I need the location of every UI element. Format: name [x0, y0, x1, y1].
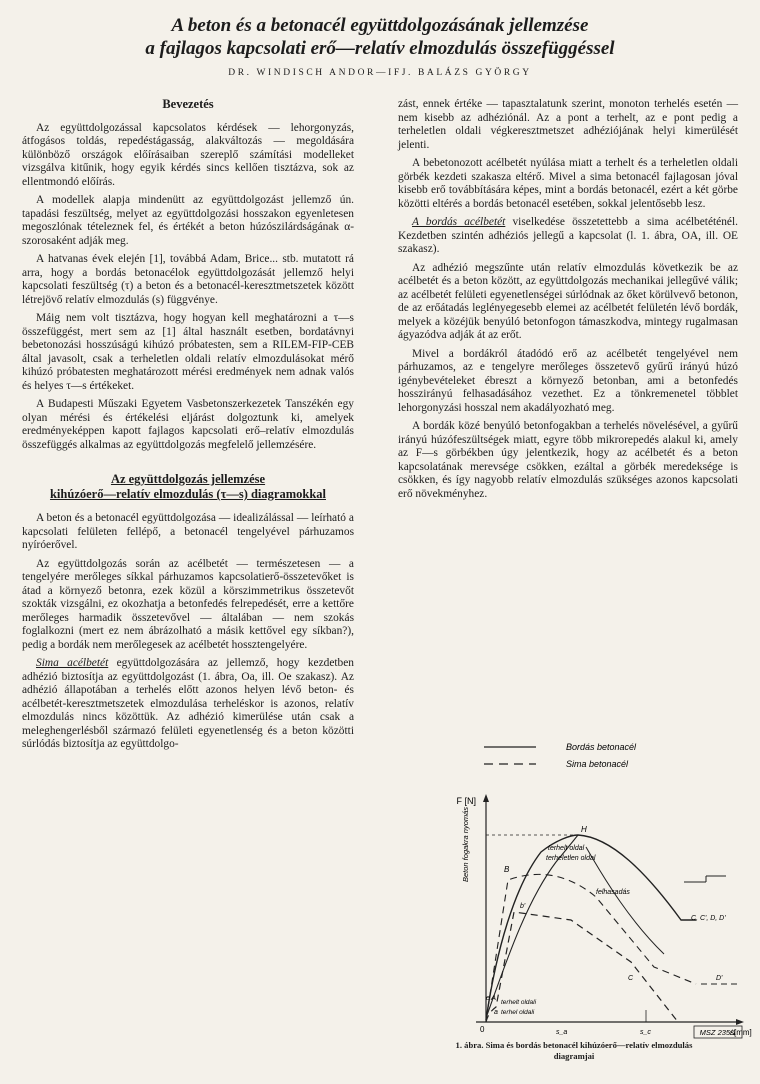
point-c-label: C [628, 975, 634, 982]
left-column [22, 96, 354, 757]
emphasis-ribbed-bar: A bordás acélbetét [412, 216, 506, 228]
y-axis-label: F [N] [456, 796, 476, 806]
caption-line-2: diagramjai [553, 1051, 595, 1061]
point-e-label: e [486, 995, 490, 1002]
paragraph [22, 657, 354, 752]
sc-label: s_c [640, 1029, 651, 1036]
paragraph [398, 216, 738, 257]
y-axis-arrow-icon [483, 794, 489, 802]
authors-line: DR. WINDISCH ANDOR—IFJ. BALÁZS GYÖRGY [228, 68, 532, 78]
ribbed-unloaded-curve [486, 835, 578, 1018]
paragraph: A bebetonozott acélbetét nyúlása miatt a terhelt és a terheletlen oldali görbék kezdeti szakasza eltérő. Mivel a sima betonacél fajlagosan jóval kisebb erő továbbítására képes, mint a bordás betonacél, ezért a két görbe közötti eltérés a bordás betonacél esetében, sokkal jelentősebb lesz. [398, 157, 738, 210]
title-line-2: a fajlagos kapcsolati erő—relatív elmozdulás összefüggéssel [145, 38, 615, 59]
x-axis-arrow-icon [736, 1019, 744, 1025]
sa-label: s_a [556, 1029, 568, 1036]
paragraph: Mivel a bordákról átadódó erő az acélbetét tengelyével nem párhuzamos, az e tengelyre merőleges összetevő gyűrű irányú húzó igénybevételeket ébreszt a környező betonban, ami a betonfedés hosszirányú felhasadásához vezethet. Ez a tönkremenetel többlet lehorgonyzási hosszal nem akadályozható meg. [398, 347, 738, 414]
paragraph: Az együttdolgozással kapcsolatos kérdések — lehorgonyzás, átfogásos toldás, repedéstágasság, alakváltozás — megoldására különböző országok előírásaiban szereplő számítási modelleket vizsgálva kitűnik, hogy egyik kérdés sincs kellően tisztázva, sok az ellentmondó előírás. [22, 121, 354, 188]
emphasis-smooth-bar: Sima acélbetét [36, 657, 109, 669]
paragraph-text: együttdolgozására az jellemző, hogy kezdetben adhézió biztosítja az együttdolgozást (1. ábra, Oa, ill. Oe szakasz). Az adhézió állapotában a terhelés előtt azonos helyen lévő beton- és acélbetét-keresztmetszetek elmozdulása terheléskor is azonos, relatív elmozdulás nincs közöttük. Az adhézió kimerülése után csak a meleghengerlésből származó felületi egyenetlenség és a beton közötti súrlódás biztosítja az együttdolgo- [22, 657, 354, 750]
figure-stamp: MSZ 235/1 [699, 1028, 737, 1037]
paragraph: Máig nem volt tisztázva, hogy hogyan kell meghatározni a τ—s összefüggést, mert sem az [1] által használt esetben, bordatávnyi bebetonozási hosszúságú kihúzó próbatesten, sem a RILEM-FIP-CEB által javasolt, csak a terheletlen oldali relatív elmozdulásokat mérő kihúzó próbatesten meghatározott mérési eredmények nem adnak valós és helyes τ—s értékeket. [22, 312, 354, 392]
section-heading-line-2: kihúzóerő—relatív elmozdulás (τ—s) diagramokkal [49, 487, 326, 501]
point-h-label: H [581, 825, 587, 834]
point-a-label: a [494, 1009, 498, 1016]
unloaded-low-label: terhel oldali [501, 1009, 535, 1016]
point-b-label: B [504, 865, 510, 874]
figure-caption [402, 1040, 746, 1062]
legend-ribbed-label: Bordás betonacél [566, 742, 637, 752]
points-cd-label: C, C', D, D' [691, 915, 726, 922]
paragraph: A bordák közé benyúló betonfogakban a terhelés növelésével, a gyűrű irányú húzófeszültségek miatt, egyre több mikrorepedés alakul ki, amely az F—s görbékben úgy jelentkezik, hogy az acélbetét és a beton kapcsolatának merevsége csökken, ezáltal a görbék meredeksége is csökken, és így nagyobb relatív elmozdulás szükséges azonos kapcsolati erő növekményhez. [398, 420, 738, 500]
caption-line-1: 1. ábra. Sima és bordás betonacél kihúzóerő—relatív elmozdulás [455, 1040, 693, 1050]
loaded-side-label: terhelt oldal [548, 845, 585, 852]
force-slip-diagram [396, 722, 752, 1040]
paragraph: Az adhézió megszűnte után relatív elmozdulás következik be az acélbetét és a beton között, az együttdolgozás mechanikai jellegűvé válik; az acélbetét felületi egyenetlenségei súrlódnak az őket körülvevő betonon, de az erőátadás leglényegesebb elemei az acélbetét felületén lévő bordák, melyek a közéjük benyúló betonfogon támaszkodva, mintegy rugalmasan ágyazódva adják át az erőt. [398, 261, 738, 341]
section-heading-introduction: Bevezetés [162, 97, 214, 111]
legend-smooth-label: Sima betonacél [566, 759, 629, 769]
splitting-curve [586, 847, 664, 954]
paragraph: A hatvanas évek elején [1], továbbá Adam, Brice... stb. mutatott rá arra, hogy a bordás betonacélok együttdolgozását jellemző helyi kapcsolati feszültség (τ) a beton és a betonacél-keresztmetszetek között létrejövő relatív elmozdulás (s) függvénye. [22, 253, 354, 306]
paper-title [20, 14, 740, 60]
splitting-label: felhasadás [596, 889, 630, 896]
ribbed-loaded-curve [486, 835, 696, 1020]
title-line-1: A beton és a betonacél együttdolgozásának jellemzése [171, 15, 589, 36]
origin-label: 0 [480, 1025, 485, 1034]
x-axis-label: s[mm] [730, 1028, 752, 1037]
loaded-low-label: terhelt oldali [501, 999, 537, 1006]
paragraph: A modellek alapja mindenütt az együttdolgozást jellemző ún. tapadási feszültség, melyet az együttdolgozási hosszakon egyenletesen megoszlónak tételeznek fel, és értékét a beton húzószilárdságának α-szorosaként adják meg. [22, 194, 354, 247]
paragraph: Az együttdolgozás során az acélbetét — természetesen — a tengelyére merőleges síkkal párhuzamos kapcsolatierő-összetevőket is átad a környező betonra, ezek közül a körszimmetrikus összetevőt szokták vizsgálni, ez okozhatja a betonfedés felrepedését, erre a kettőre merőleges harmadik összetevővel — általában — nem szokás foglalkozni (mert ez nem ábrázolható a másik kettővel egy síkban?), pedig a bordák nem merőlegesek az acélbetét hossztengelyére. [22, 557, 354, 651]
paragraph-text: viselkedése összetettebb a sima acélbetéténél. Kezdetben szintén adhéziós jellegű a kapcsolat (l. 1. ábra, OA, ill. OE szakasz). [398, 216, 738, 255]
point-d-prime-label: D' [716, 975, 723, 982]
section-heading-characterization [22, 472, 354, 502]
unloaded-side-label: terheletlen oldal [546, 855, 596, 862]
point-b-prime-label: b' [520, 903, 526, 910]
paragraph: A beton és a betonacél együttdolgozása — idealizálással — leírható a kapcsolati felületen fellépő, a betonacél tengelyével párhuzamos nyíróerővel. [22, 512, 354, 551]
paragraph: zást, ennek értéke — tapasztalatunk szerint, monoton terhelés esetén — nem kisebb az adhéziónál. Az a pont a terhelt, az e pont pedig a terheletlen oldali végkeresztmetszet adhéziójának helyi kimerülését jelenti. [398, 98, 738, 151]
section-heading-line-1: Az együttdolgozás jellemzése [110, 472, 266, 486]
point-a-upper-label: A [491, 993, 497, 1002]
right-column [398, 98, 738, 506]
paragraph: A Budapesti Műszaki Egyetem Vasbetonszerkezetek Tanszékén egy olyan mérési és értékelési eljárást dolgoztunk ki, amelyek eredményeképpen kapott fajlagos kapcsolati erő–relatív elmozdulás összefüggés alkalmas az együttdolgozás megfelelő jellemzésére. [22, 398, 354, 451]
figure-1 [396, 722, 752, 1074]
y-axis-side-label: Beton fogakra nyomás [461, 806, 470, 882]
